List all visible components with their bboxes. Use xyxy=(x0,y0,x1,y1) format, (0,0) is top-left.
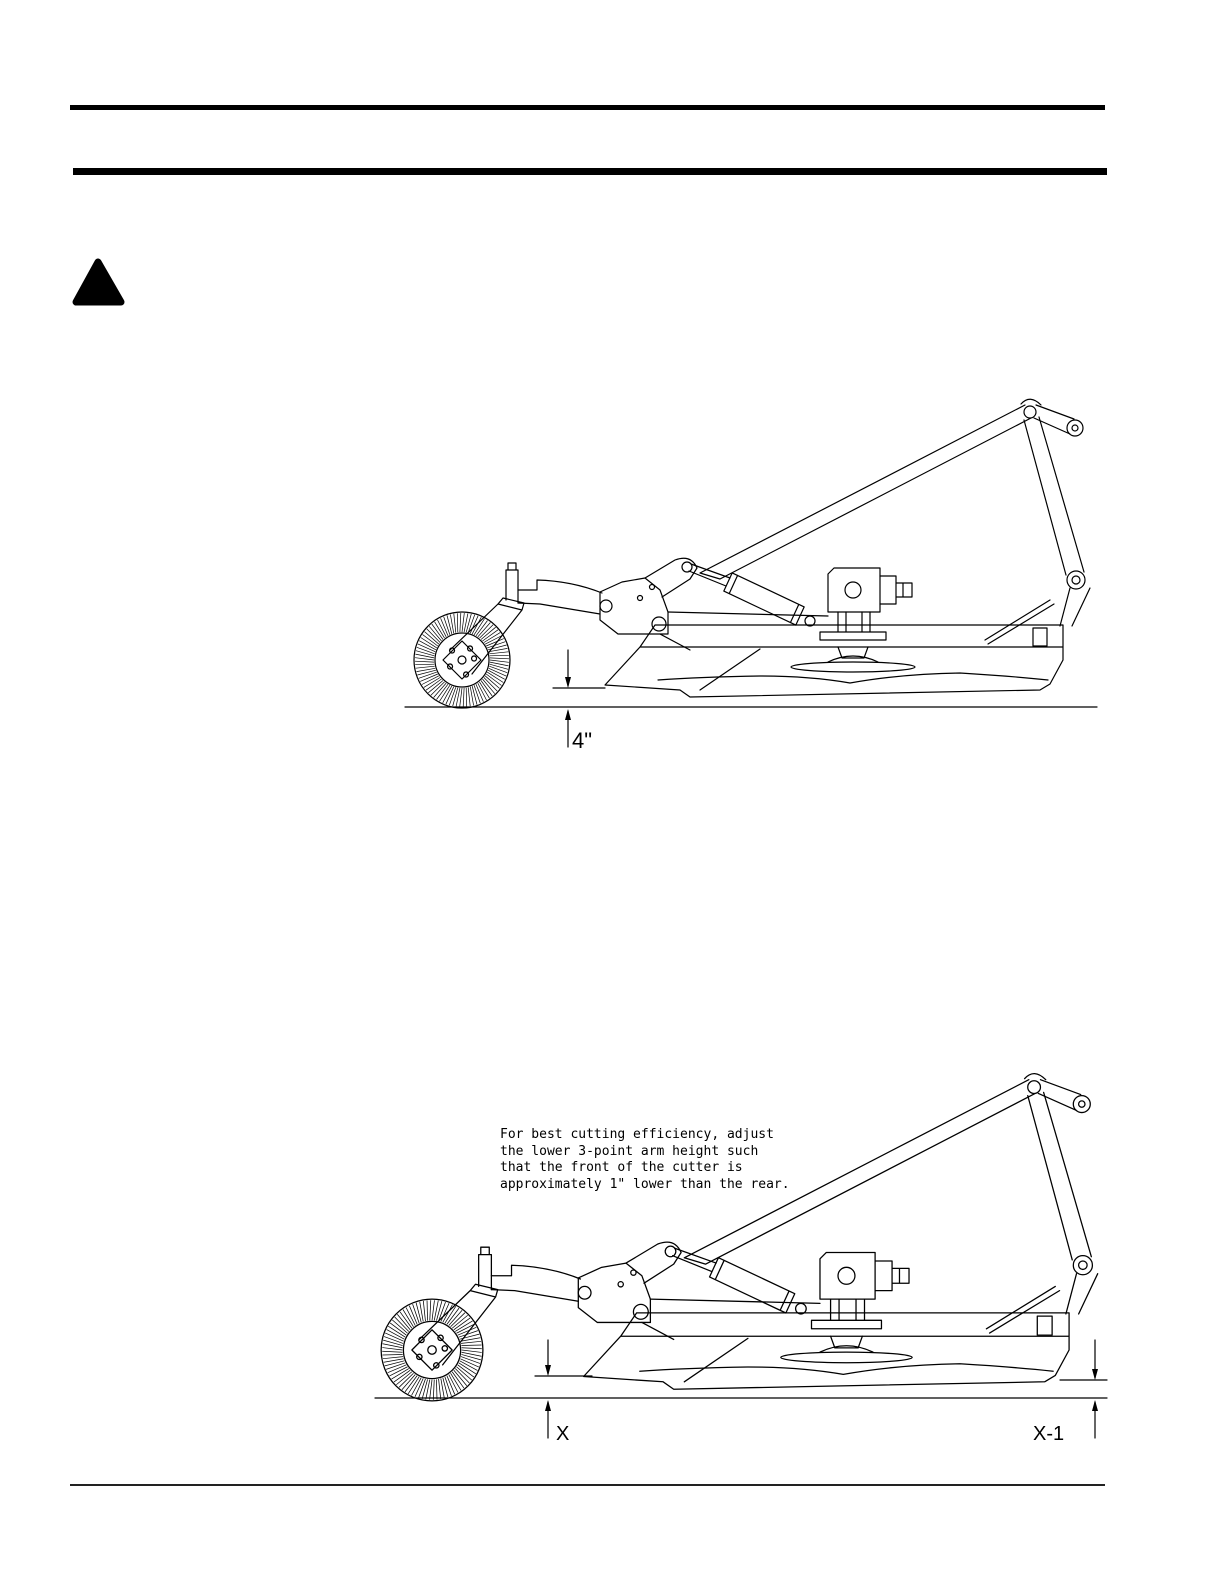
cylinder-rod xyxy=(673,1248,716,1271)
hydraulic-cylinder xyxy=(724,573,804,625)
tread-line xyxy=(461,1341,481,1343)
tread-line xyxy=(457,613,458,632)
tread-line xyxy=(454,614,456,633)
arrow-up-icon xyxy=(1092,1400,1098,1411)
rear-deck-bracket xyxy=(1037,1316,1052,1335)
front-height-label: X xyxy=(556,1423,570,1445)
tread-line xyxy=(463,688,464,707)
cylinder-rod xyxy=(689,564,730,586)
rear-link xyxy=(1028,1092,1092,1259)
tread-line xyxy=(439,1379,441,1399)
gearbox-mount xyxy=(811,1299,881,1329)
arrow-up-icon xyxy=(545,1400,551,1411)
tread-line xyxy=(382,1351,402,1352)
tread-line xyxy=(415,664,434,665)
gearbox-cover xyxy=(838,1267,855,1284)
tire-tread xyxy=(382,1300,482,1400)
lift-lever xyxy=(645,558,697,597)
rear-link-pin xyxy=(1073,1256,1092,1275)
bracket-bolt xyxy=(631,1270,636,1275)
tread-line xyxy=(460,688,462,707)
lift-lever xyxy=(626,1242,681,1283)
cutter-deck xyxy=(605,625,1063,697)
bracket-pin-front xyxy=(578,1286,591,1299)
rear-height-label: X-1 xyxy=(1033,1423,1065,1445)
arrow-up-icon xyxy=(565,709,571,720)
bracket-bolt xyxy=(618,1282,623,1287)
caster-pivot-post xyxy=(479,1247,492,1289)
note-line: that the front of the cutter is xyxy=(500,1160,743,1175)
tread-line xyxy=(490,655,509,656)
gearbox-housing xyxy=(820,1252,875,1299)
bracket-pin-main xyxy=(633,1304,648,1319)
check-chain xyxy=(985,600,1054,644)
lift-lever-pin xyxy=(682,562,692,572)
height-dimension-label: 4" xyxy=(572,728,593,753)
rear-link-hole xyxy=(1072,576,1080,584)
tread-line xyxy=(461,1345,481,1346)
tire-outline xyxy=(381,1299,483,1401)
top-pivot-end xyxy=(1021,399,1041,405)
rear-brace xyxy=(1060,588,1090,626)
hydraulic-cylinder xyxy=(710,1258,795,1313)
lift-link xyxy=(700,405,1031,579)
diagram-cutter-level xyxy=(405,399,1097,753)
arrow-down-icon xyxy=(1092,1369,1098,1380)
tread-line xyxy=(383,1357,403,1359)
top-hitch-pin xyxy=(1067,420,1083,436)
tread-line xyxy=(415,658,434,660)
tread-line xyxy=(382,1348,402,1350)
top-hitch-hole xyxy=(1079,1101,1085,1107)
gearbox-cover xyxy=(845,582,861,598)
tread-line xyxy=(462,1348,482,1349)
arrow-down-icon xyxy=(565,677,571,688)
blade-carrier xyxy=(781,1352,912,1363)
note-line: the lower 3-point arm height such xyxy=(500,1144,759,1159)
bracket-pin-main xyxy=(652,617,666,631)
gearbox-input-shaft xyxy=(875,1261,909,1291)
caster-wheel xyxy=(414,612,510,708)
caster-wheel xyxy=(381,1299,483,1401)
bracket-bolt xyxy=(638,596,643,601)
blade-carrier xyxy=(791,662,915,672)
check-chain xyxy=(986,1286,1059,1333)
mower-side-view-adjusted xyxy=(381,1074,1098,1401)
tread-line xyxy=(432,1300,434,1320)
gearbox-input-shaft xyxy=(880,576,912,604)
tread-line xyxy=(462,1350,482,1352)
top-hitch-pin xyxy=(1073,1096,1090,1113)
arrow-down-icon xyxy=(545,1365,551,1376)
cutter-deck xyxy=(584,1313,1069,1389)
note-line: approximately 1" lower than the rear. xyxy=(500,1177,790,1192)
rear-link-hole xyxy=(1079,1261,1087,1269)
blade-spindle xyxy=(828,647,878,662)
tread-line xyxy=(430,1380,432,1400)
tread-line xyxy=(490,658,509,659)
rear-link-pin xyxy=(1067,571,1085,589)
bracket-pin-front xyxy=(600,600,612,612)
tread-line xyxy=(430,1300,431,1320)
mower-side-view xyxy=(414,399,1090,708)
tread-line xyxy=(433,1380,434,1400)
tread-line xyxy=(415,661,434,662)
tread-line xyxy=(382,1354,402,1355)
rear-link xyxy=(1024,417,1084,575)
tread-line xyxy=(466,688,467,707)
lift-lever-pin xyxy=(665,1246,676,1257)
blade-spindle xyxy=(820,1336,873,1352)
diagram-cutter-tilt xyxy=(375,1074,1107,1445)
tread-line xyxy=(423,1301,425,1321)
tread-line xyxy=(416,666,435,668)
hub-center xyxy=(428,1346,436,1354)
tread-line xyxy=(436,1379,437,1399)
note-line: For best cutting efficiency, adjust xyxy=(500,1127,774,1142)
top-pivot-pin xyxy=(1028,1081,1041,1094)
tire-tread xyxy=(415,613,509,707)
hub-center xyxy=(458,656,466,664)
top-hitch-hole xyxy=(1072,425,1078,431)
tread-line xyxy=(462,613,464,632)
bracket-bolt xyxy=(650,585,655,590)
tread-line xyxy=(489,652,508,654)
tread-line xyxy=(460,613,461,632)
front-frame-beam xyxy=(518,580,602,614)
front-frame-beam xyxy=(491,1265,580,1301)
warning-icon xyxy=(76,262,121,302)
caster-fork-arm xyxy=(419,1284,497,1365)
tire-outline xyxy=(414,612,510,708)
tread-line xyxy=(468,687,470,706)
gearbox-mount xyxy=(820,612,886,640)
caster-pivot-post xyxy=(506,563,518,603)
top-pivot-pin xyxy=(1024,406,1036,418)
top-pivot-end xyxy=(1025,1074,1046,1080)
rear-deck-bracket xyxy=(1033,628,1047,646)
tread-line xyxy=(490,660,509,662)
rear-brace xyxy=(1066,1274,1098,1314)
caster-fork-arm xyxy=(450,598,524,674)
tread-line xyxy=(427,1300,428,1320)
gearbox-housing xyxy=(828,568,880,612)
